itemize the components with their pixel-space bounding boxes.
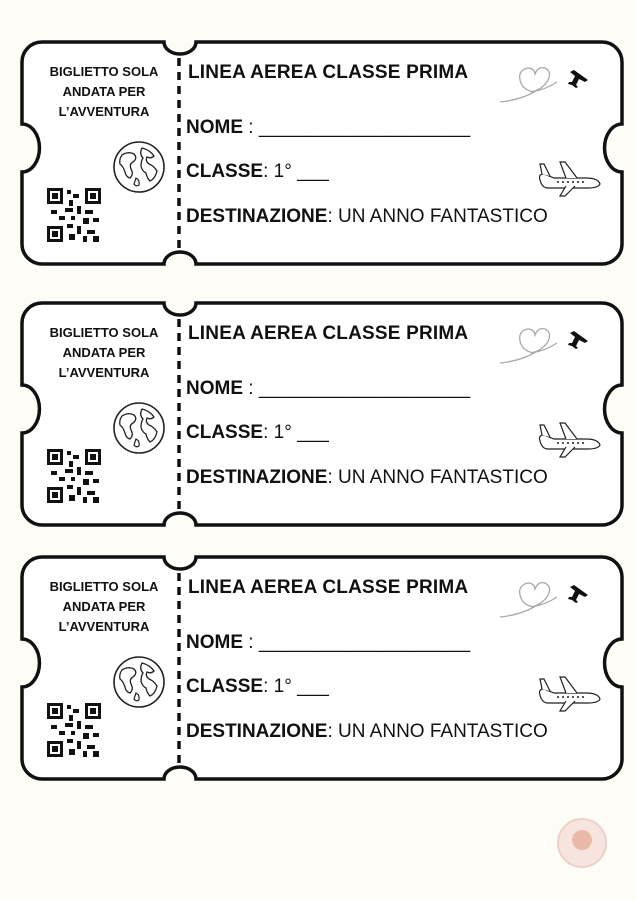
airplane-icon [536, 673, 602, 713]
classe-field: CLASSE: 1° ___ [186, 676, 329, 697]
airline-title: LINEA AEREA CLASSE PRIMA [188, 577, 469, 598]
airplane-icon [536, 158, 602, 198]
airplane-icon [536, 419, 602, 459]
stub-title: BIGLIETTO SOLA ANDATA PER L’AVVENTURA [49, 64, 159, 119]
nome-field: NOME : ____________________ [186, 378, 471, 399]
destinazione-field: DESTINAZIONE: UN ANNO FANTASTICO [186, 467, 548, 488]
nome-field: NOME : ____________________ [186, 117, 471, 138]
globe-icon [112, 401, 166, 455]
qr-code-icon [47, 188, 101, 242]
heart-plane-icon [498, 321, 594, 369]
heart-plane-icon [498, 575, 594, 623]
brand-logo [557, 818, 607, 868]
qr-code-icon [47, 449, 101, 503]
destinazione-field: DESTINAZIONE: UN ANNO FANTASTICO [186, 721, 548, 742]
qr-code-icon [47, 703, 101, 757]
stub-title: BIGLIETTO SOLA ANDATA PER L’AVVENTURA [49, 325, 159, 380]
logo-mark [572, 830, 592, 850]
nome-field: NOME : ____________________ [186, 632, 471, 653]
airline-title: LINEA AEREA CLASSE PRIMA [188, 62, 469, 83]
airline-title: LINEA AEREA CLASSE PRIMA [188, 323, 469, 344]
destinazione-field: DESTINAZIONE: UN ANNO FANTASTICO [186, 206, 548, 227]
globe-icon [112, 655, 166, 709]
ticket-1 [20, 40, 624, 266]
heart-plane-icon [498, 60, 594, 108]
stub-title: BIGLIETTO SOLA ANDATA PER L’AVVENTURA [49, 579, 159, 634]
ticket-2 [20, 301, 624, 527]
ticket-3 [20, 555, 624, 781]
classe-field: CLASSE: 1° ___ [186, 161, 329, 182]
classe-field: CLASSE: 1° ___ [186, 422, 329, 443]
globe-icon [112, 140, 166, 194]
